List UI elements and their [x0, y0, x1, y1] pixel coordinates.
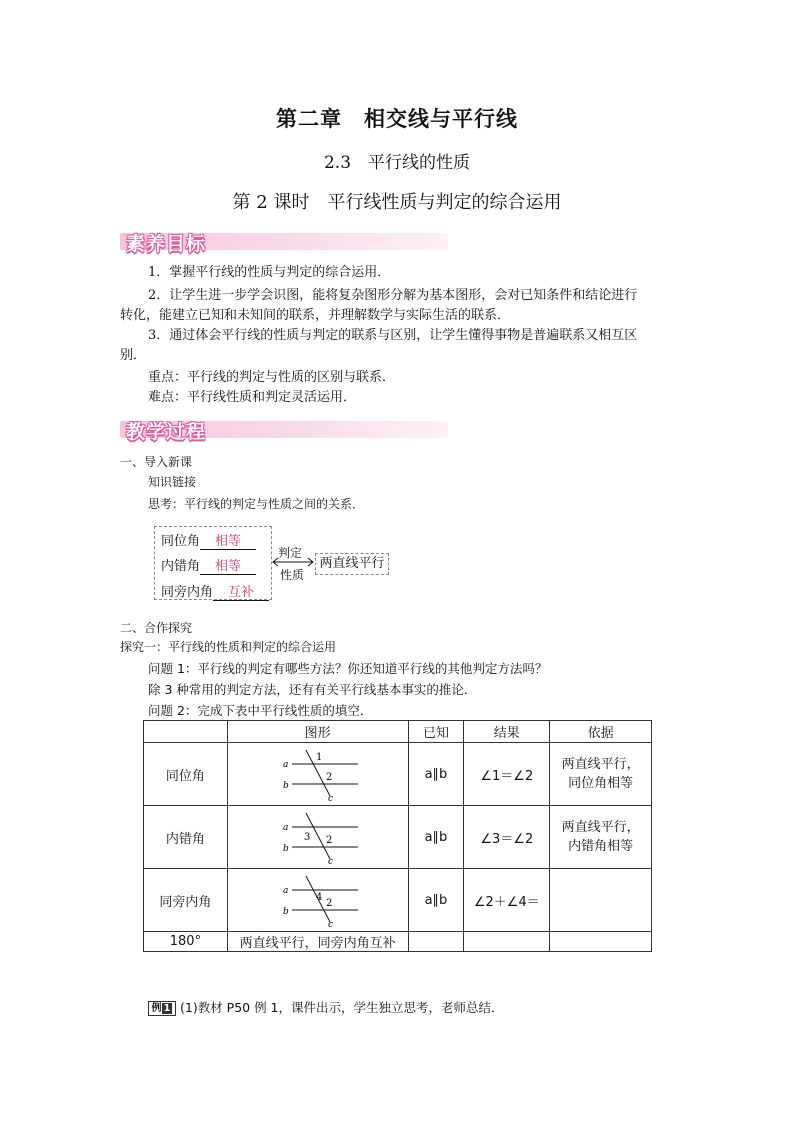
- extra-cell: 180°: [144, 932, 228, 952]
- example-tag: 例: [151, 1003, 162, 1014]
- question-1: 问题 1：平行线的判定有哪些方法？你还知道平行线的其他判定方法吗？: [148, 661, 548, 676]
- angle-number: 3: [303, 832, 311, 843]
- known-cell: a∥b: [408, 869, 464, 932]
- basis-line: 两直线平行，: [561, 757, 640, 772]
- arrow-label-bottom: 性质: [280, 568, 305, 582]
- table-extra-row: [144, 932, 652, 952]
- extra-cell: 两直线平行，同旁内角互补: [227, 932, 408, 952]
- line-label-b: b: [282, 844, 289, 854]
- knowledge-link: 知识链接: [148, 475, 197, 489]
- angle-type-cell: 同位角: [144, 743, 228, 806]
- parallel-figure-3: [278, 872, 358, 928]
- goal-item-2b: 转化，能建立已知和未知间的联系，并理解数学与实际生活的联系．: [120, 308, 511, 323]
- line-label-a: a: [282, 823, 289, 833]
- empty-cell: [408, 932, 464, 952]
- relation-row: [161, 530, 256, 550]
- section-title: 2.3 平行线的性质: [323, 153, 471, 173]
- relation-label: 内错角: [161, 559, 201, 574]
- line-label-a: a: [282, 886, 289, 896]
- table-header-row: [144, 721, 652, 743]
- question-1-answer: 除 3 种常用的判定方法，还有有关平行线基本事实的推论．: [148, 682, 477, 697]
- basis-cell: [550, 869, 652, 932]
- empty-cell: [464, 932, 550, 952]
- think-prompt: 思考：平行线的判定与性质之间的关系．: [148, 497, 365, 511]
- basis-cell: [550, 806, 652, 869]
- goal-item-1: 1．掌握平行线的性质与判定的综合运用．: [148, 265, 391, 280]
- figure-cell: [227, 743, 408, 806]
- goal-item-3a: 3．通过体会平行线的性质与判定的联系与区别，让学生懂得事物是普遍联系又相互区: [148, 328, 638, 343]
- parallel-figure-2: [278, 809, 358, 865]
- table-row: [144, 743, 652, 806]
- relation-answer: 相等: [200, 530, 256, 550]
- relation-label: 同位角: [161, 534, 201, 549]
- figure-cell: [227, 806, 408, 869]
- angle-type-cell: 内错角: [144, 806, 228, 869]
- basis-line: 两直线平行，: [561, 820, 640, 835]
- result-cell: ∠3＝∠2: [464, 806, 550, 869]
- part1-heading: 一、导入新课: [120, 455, 193, 469]
- table-header-cell: 结果: [464, 721, 550, 743]
- parallel-lines-box: 两直线平行: [315, 553, 389, 575]
- known-cell: a∥b: [408, 743, 464, 806]
- line-label-b: b: [282, 781, 289, 791]
- angle-number: 1: [315, 752, 323, 763]
- result-cell: ∠2＋∠4＝: [464, 869, 550, 932]
- angle-relations-box: [154, 526, 272, 600]
- table-header-cell: [144, 721, 228, 743]
- angle-number: 2: [325, 898, 333, 909]
- relation-row: [161, 555, 256, 575]
- table-header-cell: 依据: [550, 721, 652, 743]
- example-1: [148, 998, 504, 1018]
- difficulty-point: 难点：平行线性质和判定灵活运用．: [148, 390, 357, 405]
- example-number: 1: [163, 1003, 171, 1014]
- table-header-cell: 已知: [408, 721, 464, 743]
- relation-row: [161, 581, 269, 601]
- line-label-c: c: [327, 857, 333, 865]
- angle-number: 4: [315, 892, 323, 903]
- arrow-label-top: 判定: [278, 546, 303, 560]
- line-label-b: b: [282, 907, 289, 917]
- key-point: 重点：平行线的判定与性质的区别与联系．: [148, 370, 396, 385]
- angle-number: 2: [325, 835, 333, 846]
- goal-item-3b: 别．: [120, 348, 147, 363]
- empty-cell: [550, 932, 652, 952]
- relation-answer: 互补: [213, 581, 269, 601]
- goal-item-2a: 2．让学生进一步学会识图，能将复杂图形分解为基本图形，会对已知条件和结论进行: [148, 288, 638, 303]
- figure-cell: [227, 869, 408, 932]
- basis-cell: [550, 743, 652, 806]
- example-badge-icon: [148, 1001, 176, 1016]
- chapter-title: 第二章 相交线与平行线: [276, 106, 518, 131]
- example-text: (1)教材 P50 例 1，课件出示，学生独立思考，老师总结．: [179, 1000, 504, 1015]
- basis-line: 内错角相等: [568, 839, 634, 854]
- goals-banner: [120, 229, 448, 253]
- part2-heading: 二、合作探究: [120, 621, 193, 635]
- parallel-figure-1: [278, 746, 358, 802]
- relation-answer: 相等: [200, 555, 256, 575]
- relation-label: 同旁内角: [161, 585, 214, 600]
- basis-line: 同位角相等: [568, 776, 634, 791]
- table-header-cell: 图形: [227, 721, 408, 743]
- process-banner: [120, 417, 448, 441]
- line-label-c: c: [327, 794, 333, 802]
- process-banner-text: 教学过程: [126, 421, 207, 443]
- line-label-a: a: [282, 760, 289, 770]
- table-row: [144, 869, 652, 932]
- line-label-c: c: [327, 920, 333, 928]
- table-row: [144, 806, 652, 869]
- question-2: 问题 2：完成下表中平行线性质的填空．: [148, 703, 373, 718]
- goals-banner-text: 素养目标: [126, 233, 207, 255]
- angle-number: 2: [325, 772, 333, 783]
- lesson-title: 第 2 课时 平行线性质与判定的综合运用: [232, 192, 562, 213]
- known-cell: a∥b: [408, 806, 464, 869]
- angle-type-cell: 同旁内角: [144, 869, 228, 932]
- explore1-heading: 探究一：平行线的性质和判定的综合运用: [120, 640, 337, 654]
- result-cell: ∠1＝∠2: [464, 743, 550, 806]
- properties-table: [143, 720, 652, 952]
